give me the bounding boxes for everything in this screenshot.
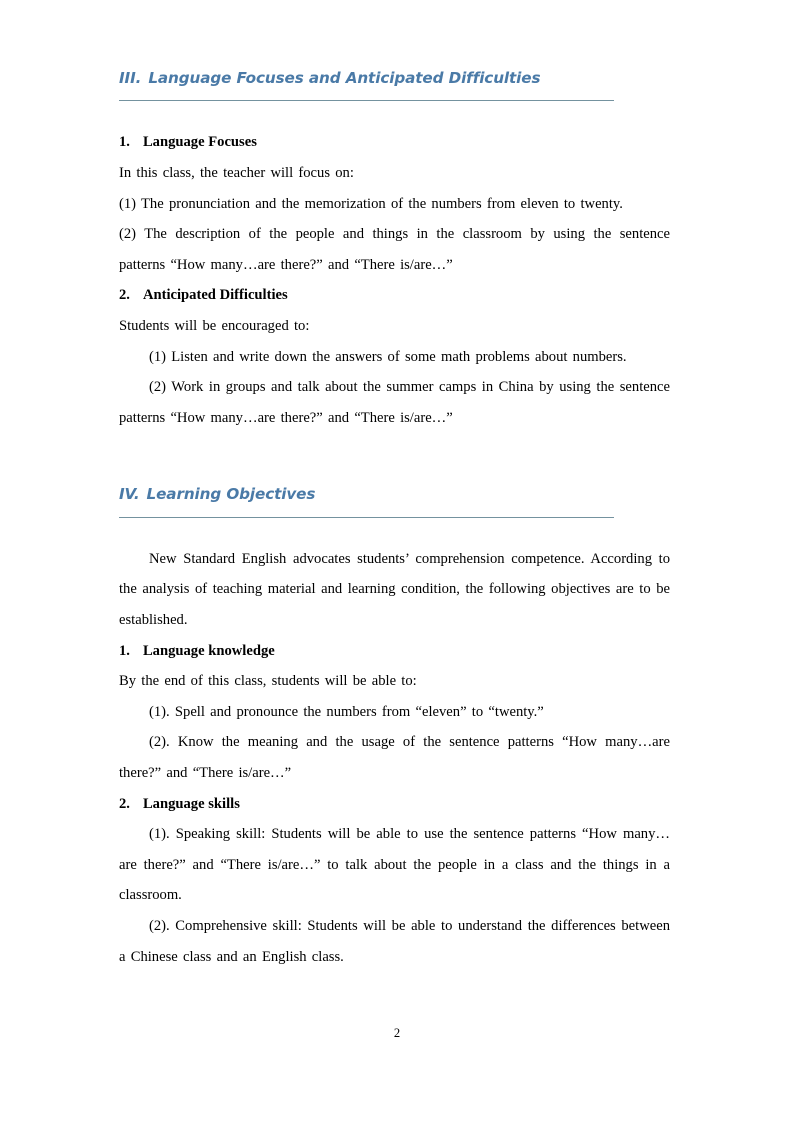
subheading-numeral: 1. [119,642,130,659]
subheading-label: Language knowledge [142,642,275,659]
subheading-label: Language skills [142,795,240,812]
spacer-before-section-4 [119,433,670,477]
page-number: 2 [393,1026,401,1040]
spacer-after-rule-4 [119,518,670,544]
paragraph-skills-item-1: (1). Speaking skill: Students will be able to use the sentence patterns “How many…are there?” and “There is/are…” to talk about the people in a class and the things in a classroom. [119,826,670,904]
paragraph-objectives-intro: New Standard English advocates students’ comprehension competence. According to the analysis of teaching material and learning condition, the following objectives are to be established. [119,550,670,629]
subheading-language-skills [119,789,670,820]
paragraph-focus-item-2: (2) The description of the people and things in the classroom by using the sentence patterns “How many…are there?” and “There is/are…” [119,226,670,273]
paragraph-knowledge-item-2: (2). Know the meaning and the usage of the sentence patterns “How many…are there?” and “There is/are…” [119,734,670,782]
subheading-numeral: 2. [119,795,130,812]
paragraph-difficulties-item-2: (2) Work in groups and talk about the summer camps in China by using the sentence patterns “How many…are there?” and “There is/are…” [119,379,670,426]
subheading-label: Anticipated Difficulties [142,287,288,304]
paragraph-focus-intro: In this class, the teacher will focus on: [119,165,354,182]
paragraph-skills-item-2: (2). Comprehensive skill: Students will be able to understand the differences between a Chinese class and an English class. [119,918,670,965]
section-heading-3 [119,70,614,101]
spacer-after-rule-3 [119,101,670,127]
subheading-anticipated-difficulties [119,280,670,311]
section-numeral-3: III. [119,69,142,87]
paragraph-difficulties-item-1: (1) Listen and write down the answers of some math problems about numbers. [149,348,627,365]
section-title-3: Language Focuses and Anticipated Difficulties [148,69,541,87]
subheading-language-focuses [119,127,670,158]
subheading-numeral: 1. [119,134,130,151]
paragraph-focus-item-1: (1) The pronunciation and the memorization of the numbers from eleven to twenty. [119,195,623,212]
top-spacer [119,0,670,44]
paragraph-difficulties-intro: Students will be encouraged to: [119,318,310,335]
subheading-label: Language Focuses [142,134,257,151]
subheading-language-knowledge [119,636,670,667]
paragraph-knowledge-item-1: (1). Spell and pronounce the numbers from “eleven” to “twenty.” [149,703,544,720]
section-numeral-4: IV. [119,485,140,504]
section-heading-4 [119,486,614,517]
page-content [119,0,670,972]
spacer-before-section-3 [119,44,670,70]
paragraph-knowledge-intro: By the end of this class, students will be able to: [119,673,417,690]
subheading-numeral: 2. [119,287,130,304]
section-title-4: Learning Objectives [146,485,316,504]
